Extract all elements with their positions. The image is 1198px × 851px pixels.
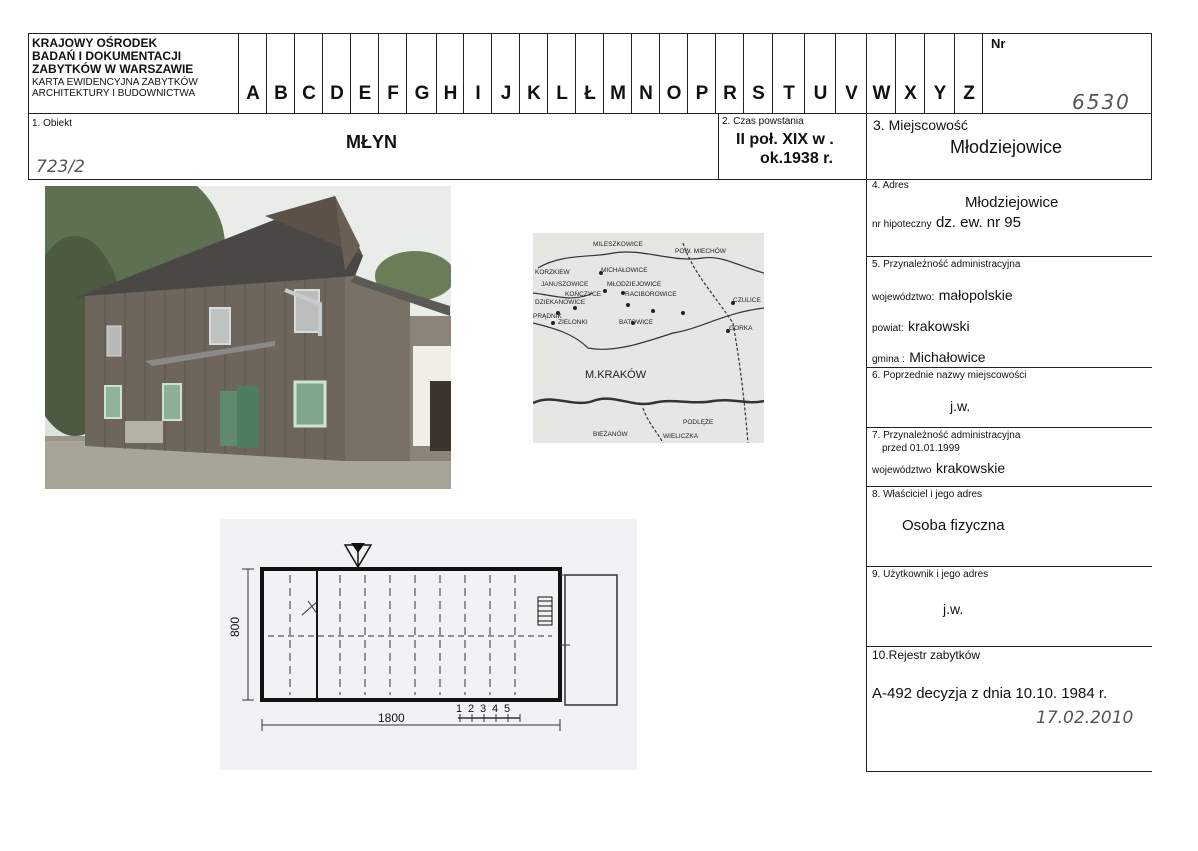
location-map-illustration	[533, 233, 764, 443]
sep-8	[866, 486, 1152, 487]
poprzednie-nazwy-value: j.w.	[950, 398, 971, 414]
letter-i: I	[475, 83, 481, 104]
przynaleznosc-label: 5. Przynależność administracyjna	[872, 259, 1021, 270]
sep-bottom	[866, 771, 1152, 772]
mill-photo-illustration	[45, 186, 451, 489]
hipoteczny-value: dz. ew. nr 95	[935, 214, 1021, 231]
wojewodztwo-old-row	[872, 460, 1005, 478]
map-place-label: PRĄDNIK	[533, 313, 562, 320]
map-place-label: ZIELONKI	[558, 319, 588, 326]
przynaleznosc-old-label: 7. Przynależność administracyjna	[872, 430, 1021, 441]
wojewodztwo-row	[872, 287, 1013, 305]
plan-scale-labels	[456, 703, 516, 715]
letter-ł: Ł	[584, 83, 596, 104]
sep-6	[866, 367, 1152, 368]
plan-height-label: 800	[228, 616, 242, 637]
obiekt-value: MŁYN	[346, 132, 397, 152]
scale-label: 3	[480, 703, 487, 715]
map-place-label: CZULICE	[733, 297, 761, 304]
wlasciciel-value: Osoba fizyczna	[902, 517, 1005, 534]
gmina-row	[872, 349, 986, 367]
scale-label: 2	[468, 703, 475, 715]
scale-label: 4	[492, 703, 499, 715]
poprzednie-nazwy-label: 6. Poprzednie nazwy miejscowości	[872, 370, 1027, 381]
sep-9	[866, 566, 1152, 567]
letter-k: K	[527, 83, 541, 104]
scale-label: 1	[456, 703, 463, 715]
letter-p: P	[695, 83, 709, 104]
letter-r: R	[723, 83, 737, 104]
right-column-border	[866, 180, 867, 772]
letter-s: S	[752, 83, 765, 104]
row1-divider-2	[866, 114, 867, 180]
miejscowosc-label: 3. Miejscowość	[873, 117, 968, 133]
letter-c: C	[302, 83, 316, 104]
map-place-label: BIEŻANÓW	[593, 431, 628, 438]
mill-photo	[45, 186, 451, 489]
map-place-label: M.KRAKÓW	[585, 369, 647, 381]
powiat-row	[872, 318, 970, 336]
letter-z: Z	[963, 83, 975, 104]
letter-v: V	[845, 83, 858, 104]
letter-x: X	[904, 83, 917, 104]
institution-line-3: ZABYTKÓW W WARSZAWIE	[32, 62, 194, 76]
map-place-label: KOŃCZYCE	[565, 291, 602, 298]
powiat-label: powiat:	[872, 323, 904, 334]
wojewodztwo-value: małopolskie	[938, 287, 1013, 303]
czas-label: 2. Czas powstania	[722, 116, 804, 127]
adres-label: 4. Adres	[872, 180, 909, 191]
letter-u: U	[813, 83, 828, 104]
letter-j: J	[500, 83, 512, 104]
wojewodztwo-old-value: krakowskie	[935, 460, 1006, 476]
hipoteczny-row	[872, 214, 1021, 232]
map-place-label: BATOWICE	[619, 319, 654, 326]
map-place-label: MICHAŁOWICE	[601, 267, 648, 274]
floor-plan	[220, 519, 637, 770]
wojewodztwo-label: województwo:	[872, 292, 935, 303]
miejscowosc-value: Młodziejowice	[950, 137, 1063, 157]
map-place-label: DZIEKANOWICE	[535, 299, 586, 306]
hipoteczny-label: nr hipoteczny	[872, 219, 932, 230]
card-type-line-2: ARCHITEKTURY I BUDOWNICTWA	[32, 88, 196, 99]
institution-block	[32, 37, 237, 99]
adres-value: Młodziejowice	[965, 194, 1059, 211]
uzytkownik-value: j.w.	[943, 601, 964, 617]
institution-line-2: BADAŃ I DOKUMENTACJI	[32, 49, 182, 63]
letter-w: W	[872, 83, 891, 104]
czas-value-1: II poł. XIX w .	[736, 131, 834, 148]
rejestr-value: A-492 decyzja z dnia 10.10. 1984 r.	[872, 685, 1108, 702]
gmina-label: gmina :	[872, 354, 905, 365]
nr-value: 6530	[1072, 90, 1131, 114]
map-place-label: GORKA	[729, 325, 753, 332]
map-place-label: PODLĘŻE	[683, 419, 714, 426]
gmina-value: Michałowice	[909, 349, 986, 365]
row1-divider-1	[718, 114, 719, 180]
czas-value-2: ok.1938 r.	[760, 150, 833, 167]
letter-y: Y	[933, 83, 947, 104]
letter-b: B	[274, 83, 288, 104]
letter-l: L	[556, 83, 568, 104]
card-type-line-1: KARTA EWIDENCYJNA ZABYTKÓW	[32, 77, 198, 88]
plan-width-label: 1800	[378, 711, 405, 725]
map-place-label: POW. MIECHÓW	[675, 248, 726, 255]
map-place-label: KORZKIEW	[535, 269, 570, 276]
powiat-value: krakowski	[908, 318, 970, 334]
przynaleznosc-old-date: przed 01.01.1999	[882, 443, 960, 454]
letter-m: M	[610, 83, 626, 104]
map-place-label: MILESZKOWICE	[593, 241, 643, 248]
scale-label: 5	[504, 703, 511, 715]
letter-g: G	[414, 83, 430, 104]
letter-o: O	[666, 83, 682, 104]
map-place-label: RACIBOROWICE	[625, 291, 677, 298]
sep-5	[866, 256, 1152, 257]
obiekt-label: 1. Obiekt	[32, 118, 73, 129]
letter-d: D	[330, 83, 344, 104]
letter-h: H	[443, 83, 458, 104]
map-place-label: JANUSZOWICE	[541, 281, 589, 288]
rejestr-label: 10.Rejestr zabytków	[872, 648, 981, 662]
wlasciciel-label: 8. Właściciel i jego adres	[872, 489, 983, 500]
institution-line-1: KRAJOWY OŚRODEK	[32, 36, 158, 50]
obiekt-handnote: 723/2	[36, 157, 85, 177]
floor-plan-drawing	[220, 519, 637, 770]
letter-e: E	[358, 83, 372, 104]
sep-7	[866, 427, 1152, 428]
wojewodztwo-old-label: województwo	[872, 465, 932, 476]
letter-a: A	[246, 83, 260, 104]
map-place-label: MŁODZIEJOWICE	[607, 281, 662, 288]
sep-10	[866, 646, 1152, 647]
uzytkownik-label: 9. Użytkownik i jego adres	[872, 569, 989, 580]
location-map	[533, 233, 764, 443]
rejestr-handnote: 17.02.2010	[1036, 708, 1134, 728]
nr-label: Nr	[991, 36, 1006, 51]
letter-f: F	[387, 83, 399, 104]
map-place-label: WIELICZKA	[663, 433, 699, 440]
letter-t: T	[783, 83, 795, 104]
letter-n: N	[639, 83, 653, 104]
